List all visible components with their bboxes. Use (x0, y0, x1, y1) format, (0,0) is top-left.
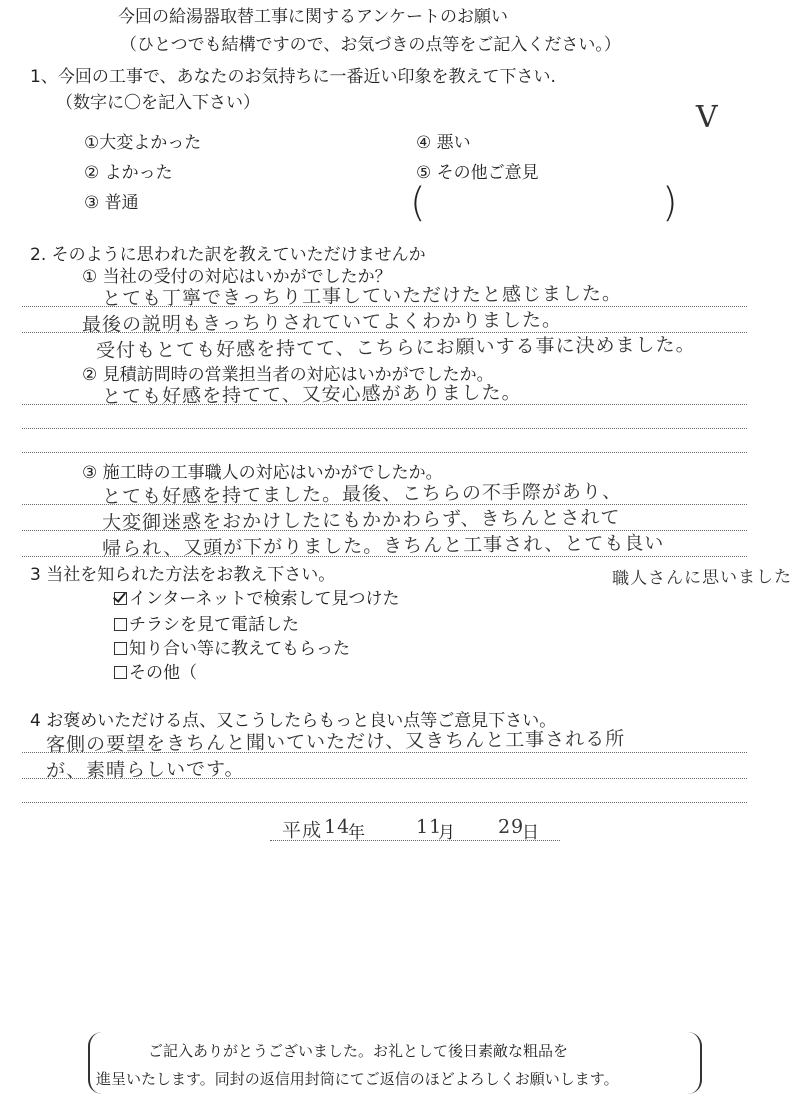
q4-question: 4 お褒めいただける点、又こうしたらもっと良い点等ご意見下さい。 (30, 711, 557, 731)
q1-question: 1、今回の工事で、あなたのお気持ちに一番近い印象を教えて下さい. (30, 67, 556, 87)
q3-option-label: チラシを見て電話した (129, 615, 299, 635)
q2-sub2-answer[interactable]: とても好感を持てて、又安心感がありました。 (101, 381, 522, 408)
date-line (270, 840, 560, 841)
date-year-unit: 年 (348, 823, 365, 843)
q3-option-label: その他（ (129, 663, 197, 683)
q1-option-5[interactable]: ⑤ その他ご意見 (416, 163, 539, 183)
q1-paren-open: ( (410, 180, 426, 226)
q1-paren-close: ) (662, 180, 678, 226)
q3-option-acquaintance[interactable] (114, 634, 350, 659)
answer-line (22, 404, 747, 405)
form-subtitle: （ひとつでも結構ですので、お気づきの点等をご記入ください。） (120, 35, 621, 55)
date-day-unit: 日 (522, 823, 539, 843)
q2-sub1-answer[interactable]: とても丁寧できっちり工事していただけたと感じました。 (101, 282, 623, 310)
footer-line-2: 進呈いたします。同封の返信用封筒にてご返信のほどよろしくお願いします。 (96, 1070, 619, 1088)
q3-option-flyer[interactable] (114, 610, 299, 635)
date-month-unit: 月 (438, 823, 455, 843)
q3-option-label: 知り合い等に教えてもらった (129, 639, 350, 659)
q4-answer[interactable]: 客側の要望をきちんと聞いていただけ、又きちんと工事される所 (45, 727, 626, 756)
q1-note: （数字に〇を記入下さい） (56, 93, 260, 113)
q2-question: 2. そのように思われた訳を教えていただけませんか (30, 245, 426, 265)
q3-option-label: インターネットで検索して見つけた (129, 589, 400, 609)
date-year[interactable]: 14 (323, 815, 351, 838)
date-month[interactable]: 11 (415, 815, 443, 838)
answer-line (22, 802, 747, 803)
date-day[interactable]: 29 (497, 815, 525, 838)
checkbox[interactable] (114, 642, 127, 655)
answer-line (22, 452, 747, 453)
footer-line-1: ご記入ありがとうございました。お礼として後日素敵な粗品を (148, 1042, 569, 1060)
check-mark: V (695, 99, 719, 135)
q1-option-2[interactable]: ② よかった (84, 163, 173, 183)
answer-line (22, 752, 747, 753)
form-title: 今回の給湯器取替工事に関するアンケートのお願い (118, 7, 508, 27)
checkbox-checked[interactable] (114, 592, 127, 605)
q1-option-1[interactable]: ①大変よかった (84, 133, 202, 153)
q1-option-3[interactable]: ③ 普通 (84, 193, 139, 213)
q3-question: 3 当社を知られた方法をお教え下さい。 (30, 565, 336, 585)
checkbox[interactable] (114, 666, 127, 679)
q2-sub2-label: ② 見積訪問時の営業担当者の対応はいかがでしたか。 (82, 365, 494, 385)
answer-line (22, 556, 747, 557)
q2-sub1-answer[interactable]: 最後の説明もきっちりされていてよくわかりました。 (81, 308, 563, 336)
answer-line (22, 428, 747, 429)
q1-option-4[interactable]: ④ 悪い (416, 133, 471, 153)
q2-sub3-answer[interactable]: とても好感を持てました。最後、こちらの不手際があり、 (101, 480, 623, 508)
q2-sub3-answer[interactable]: 帰られ、又頭が下がりました。きちんと工事され、とても良い (101, 532, 665, 560)
q2-sub3-answer[interactable]: 職人さんに思いました (611, 567, 793, 589)
q4-answer[interactable]: が、素晴らしいです。 (45, 757, 245, 782)
answer-line (22, 778, 747, 779)
q3-option-other[interactable] (114, 658, 197, 683)
checkbox[interactable] (114, 618, 127, 631)
date-era[interactable]: 平成 (281, 819, 323, 842)
q2-sub3-label: ③ 施工時の工事職人の対応はいかがでしたか。 (82, 463, 443, 483)
q3-option-internet[interactable] (114, 584, 399, 609)
q2-sub3-answer[interactable]: 大変御迷惑をおかけしたにもかかわらず、きちんとされて (101, 506, 621, 534)
q2-sub1-label: ① 当社の受付の対応はいかがでしたか？ (82, 267, 392, 287)
q2-sub1-answer[interactable]: 受付もとても好感を持てて、こちらにお願いする事に決めました。 (95, 333, 696, 362)
